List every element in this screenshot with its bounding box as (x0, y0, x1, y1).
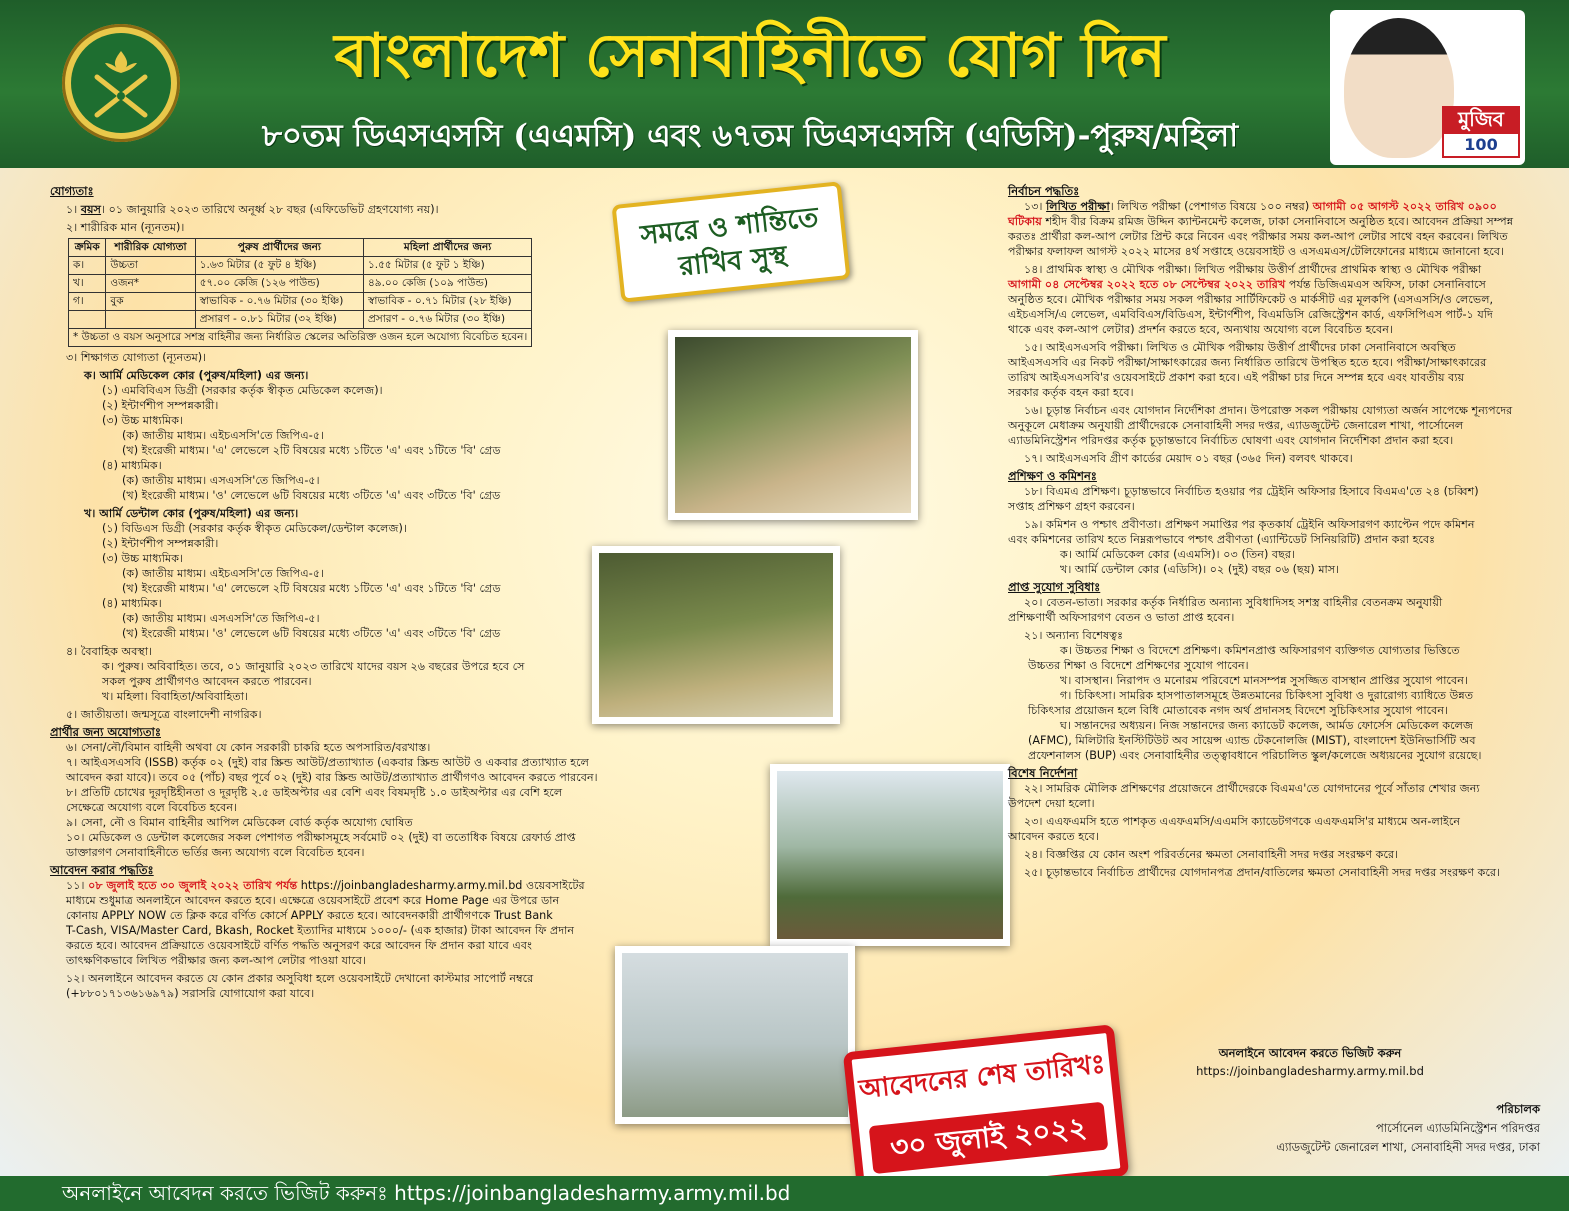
benefit-item: খ। বাসস্থান। নিরাপদ ও মনোরম পরিবেশে মানসম্পন্ন সুসজ্জিত বাসস্থান প্রাপ্তির সুযোগ পাবেন। (1060, 674, 1468, 687)
adc-item: (২) ইন্টার্ণশীপ সম্পন্নকারী। (102, 537, 219, 550)
issb-line: আইএসএসবি এর নিকট পরীক্ষা/সাক্ষাৎকারের জন্য নির্ধারিত তারিখে উপস্থিত হতে হবে। পরীক্ষা/সাক্ষাৎকারের (1008, 356, 1487, 369)
photo-un-peacekeeping (770, 764, 1010, 946)
apply-url-text: https://joinbangladesharmy.army.mil.bd ওয়েবসাইটের (300, 879, 585, 892)
age-num: ১। (66, 203, 78, 216)
benefit-line: চিকিৎসার প্রয়োজন হলে বিধি মোতাবেক নগদ অর্থ প্রদানসহ বিদেশে সুচিকিৎসার সুযোগ পাবেন। (1028, 704, 1449, 717)
apply-heading: আবেদন করার পদ্ধতিঃ (50, 863, 154, 877)
commission-line: এবং কমিশনের তারিখ হতে নিম্নরূপভাবে পশ্চাৎ প্রবীণতা (এ্যান্টিডেট সিনিয়রিটি) প্রদান করা হবেঃ (1008, 533, 1436, 546)
medical-exam-line: এইচএসসি/এ লেভেল, এমবিবিএস/বিডিএস, ইন্টার্ণশীপ, বিএমডিসি রেজিস্ট্রেশন কার্ড, এফসিপিএস পার্ট-১ যদি (1008, 308, 1493, 321)
portrait-image (1344, 18, 1454, 158)
adc-item: (৪) মাধ্যমিক। (102, 597, 162, 610)
signer-block (1100, 1100, 1540, 1157)
amc-subitem: (খ) ইংরেজী মাধ্যম। 'এ' লেভেলে ২টি বিষয়ের মধ্যে ১টিতে 'এ' এবং ১টিতে 'বি' গ্রেড (122, 444, 501, 457)
issb-item: ১৫। আইএসএসবি পরীক্ষা। লিখিত ও মৌখিক পরীক্ষায় উত্তীর্ণ প্রার্থীদের ঢাকা সেনানিবাসে অবস্থিত (1024, 341, 1456, 354)
benefit-line: (AFMC), মিলিটারি ইনস্টিটিউট অব সায়েন্স এ্যান্ড টেকনোলজি (MIST), বাংলাদেশ ইউনিভার্সিটি অব (1028, 734, 1476, 747)
inel-item: ৬। সেনা/নৌ/বিমান বাহিনী অথবা যে কোন সরকারী চাকরি হতে অপসারিত/বরখাস্ত। (66, 741, 431, 754)
selection-heading: নির্বাচন পদ্ধতিঃ (1008, 184, 1080, 198)
footer-bar (0, 1176, 1569, 1211)
apply-line: মাধ্যমে শুধুমাত্র অনলাইনে আবেদন করতে হবে। এক্ষেত্রে ওয়েবসাইটে প্রবেশ করে Home Page এর উপরে ডান (66, 894, 560, 907)
written-exam-item (1008, 199, 1497, 214)
inel-item: ৯। সেনা, নৌ ও বিমান বাহিনীর আপিল মেডিকেল বোর্ড কর্তৃক অযোগ্য ঘোষিত (66, 816, 413, 829)
seniority-amc: ক। আর্মি মেডিকেল কোর (এএমসি)। ০৩ (তিন) বছর। (1060, 548, 1296, 561)
inel-item: সেক্ষেত্রে অযোগ্য বলে বিবেচিত হবেন। (66, 801, 237, 814)
instruction-item: ২৩। এএফএমসি হতে পাশকৃত এএফএমসি/এএমসি ক্যাডেটগণকে এএফএমসি'র মাধ্যমে অন-লাইনে (1024, 815, 1461, 828)
table-header-cell: মহিলা প্রার্থীদের জন্য (363, 239, 531, 257)
salary-line: প্রশিক্ষণার্থী অফিসারগণ বেতন ও ভাতা প্রাপ্ত হবেন। (1008, 611, 1235, 624)
marital-female: খ। মহিলা। বিবাহিতা/অবিবাহিতা। (102, 690, 249, 703)
education-heading: ৩। শিক্ষাগত যোগ্যতা (ন্যূনতম)। (66, 351, 207, 364)
table-note: * উচ্চতা ও বয়স অনুসারে সশস্ত্র বাহিনীর জন্য নির্ধারিত স্কেলের অতিরিক্ত ওজন হলে অযোগ্য বিবেচিত হবেন। (69, 329, 532, 347)
instruction-line: উপদেশ দেয়া হলো। (1008, 797, 1095, 810)
medical-exam-line: থাকে এবং কল-আপ লেটার) প্রদর্শন করতে হবে, অন্যথায় অযোগ্য বলে বিবেচিত হবেন। (1008, 323, 1393, 336)
benefit-line: প্রফেশনালস (BUP) এবং সেনাবাহিনীর তত্ত্বাবধানে পরিচালিত স্কুল/কলেজে অধ্যয়নের সুযোগ রয়েছে। (1028, 749, 1482, 762)
final-selection-line: অনুকূলে মেধাক্রম অনুযায়ী প্রার্থীদেরকে সেনাবাহিনী সদর দপ্তর, এ্যাডজুটেন্ট জেনারেল শাখা, পার্সোনেল (1008, 419, 1464, 432)
adc-item: (১) বিডিএস ডিগ্রী (সরকার কর্তৃক স্বীকৃত মেডিকেল/ডেন্টাল কলেজ)। (102, 522, 407, 535)
marital-male: ক। পুরুষ। অবিবাহিত। তবে, ০১ জানুয়ারি ২০২৩ তারিখে যাদের বয়স ২৬ বছরের উপরে হবে সে (102, 660, 525, 673)
written-exam-time: ঘটিকায় (1008, 215, 1042, 228)
table-row (69, 311, 532, 329)
apply-line: তাৎক্ষণিকভাবে লিখিত পরীক্ষার জন্য কল-আপ লেটার পাওয়া যাবে। (66, 954, 367, 967)
medical-exam-date: আগামী ০৪ সেপ্টেম্বর ২০২২ হতে ০৮ সেপ্টেম্বর ২০২২ তারিখ (1008, 278, 1286, 291)
table-note-row (69, 329, 532, 347)
table-row (69, 275, 532, 293)
table-cell (106, 311, 195, 329)
table-cell: খ। (69, 275, 106, 293)
special-instructions-heading: বিশেষ নির্দেশনা (1008, 766, 1078, 780)
instruction-item: ২৫। চূড়ান্তভাবে নির্বাচিত প্রার্থীদের যোগদানপত্র প্রদান/বাতিলের ক্ষমতা সেনাবাহিনী সদর দপ্তর সংরক্ষণ করে। (1024, 866, 1501, 879)
amc-item: (৩) উচ্চ মাধ্যমিক। (102, 414, 184, 427)
visit-label: অনলাইনে আবেদন করতে ভিজিট করুন (1218, 1046, 1402, 1060)
issb-line: তারিখ আইএসএসবি'র ওয়েবসাইটে প্রকাশ করা হবে। এই পরীক্ষা চার দিনে সম্পন্ন হবে এবং যাবতীয় ব্যয় (1008, 371, 1465, 384)
benefit-item: ঘ। সন্তানদের অধ্যয়ন। নিজ সন্তানদের জন্য ক্যাডেট কলেজ, আর্মড ফোর্সেস মেডিকেল কলেজ (1060, 719, 1474, 732)
medical-exam-line: অনুষ্ঠিত হবে। মৌখিক পরীক্ষার সময় সকল পরীক্ষার সার্টিফিকেট ও মার্কসীট এর মূলকপি (এসএসসি/ও লেভেল, (1008, 293, 1494, 306)
apply-line: কোনায় APPLY NOW তে ক্লিক করে বর্ণিত কোর্সে APPLY করতে হবে। আবেদনকারী প্রার্থীগণকে Trust Bank (66, 909, 553, 922)
visit-note (1140, 1044, 1480, 1080)
right-column (1008, 181, 1514, 880)
apply-line: ১২। অনলাইনে আবেদন করতে যে কোন প্রকার অসুবিধা হলে ওয়েবসাইটে দেখানো কাস্টমার সাপোর্ট নম্বরে (66, 972, 534, 985)
main-title: বাংলাদেশ সেনাবাহিনীতে যোগ দিন (334, 21, 1166, 91)
physical-heading: ২। শারীরিক মান (ন্যূনতম)। (66, 221, 185, 234)
final-selection-line: এ্যাডমিনিস্ট্রেশন পরিদপ্তর কর্তৃক চূড়ান্তভাবে নির্বাচিত ঘোষণা এবং যোগদান নির্দেশিকা প্রদান করা হবে। (1008, 434, 1454, 447)
bma-training-line: সপ্তাহ প্রশিক্ষণ গ্রহণ করবেন। (1008, 500, 1135, 513)
signer-title: পরিচালক (1496, 1102, 1540, 1116)
instruction-item: ২৪। বিজ্ঞপ্তির যে কোন অংশ পরিবর্তনের ক্ষমতা সেনাবাহিনী সদর দপ্তর সংরক্ষণ করে। (1024, 848, 1399, 861)
amc-subitem: (ক) জাতীয় মাধ্যম। এসএসসি'তে জিপিএ-৫। (122, 474, 320, 487)
marital-heading: ৪। বৈবাহিক অবস্থা। (66, 645, 153, 658)
medical-exam-venue: পর্যন্ত ডিজিএমএস অফিস, ঢাকা সেনানিবাসে (1288, 278, 1486, 291)
support-number: (+৮৮০১৭১৩৬১৬৯৭৯) সরাসরি যোগাযোগ করা যাবে। (66, 987, 315, 1000)
adc-item: (৩) উচ্চ মাধ্যমিক। (102, 552, 184, 565)
adc-subitem: (ক) জাতীয় মাধ্যম। এসএসসি'তে জিপিএ-৫। (122, 612, 320, 625)
medical-exam-item: ১৪। প্রাথমিক স্বাস্থ্য ও মৌখিক পরীক্ষা। লিখিত পরীক্ষায় উত্তীর্ণ প্রার্থীদের প্রাথমিক স্বাস্থ্য ও মৌখিক পরীক্ষা (1024, 263, 1482, 276)
benefit-line: উচ্চতর শিক্ষা ও বিদেশে প্রশিক্ষণের সুযোগ পাবেন। (1028, 659, 1249, 672)
training-heading: প্রশিক্ষণ ও কমিশনঃ (1008, 469, 1097, 483)
written-exam-line: পরীক্ষার ফলাফল আগস্ট ২০২২ মাসের ৪র্থ সপ্তাহে ওয়েবসাইট ও এসএমএস/টেলিফোনের মাধ্যমে জানানো হবে। (1008, 245, 1505, 258)
final-selection-item: ১৬। চূড়ান্ত নির্বাচন এবং যোগদান নির্দেশিকা প্রদান। উপরোক্ত সকল পরীক্ষায় যোগ্যতা অর্জন সাপেক্ষে শূন্যপদের (1024, 404, 1513, 417)
inel-item: আবেদন করা যাবে)। তবে ০৫ (পাঁচ) বছর পূর্বে ০২ (দুই) বার স্ক্রিন্ড আউট/প্রত্যাখ্যাত প্রার্থীগণও আবেদন করতে পারবেন। (66, 771, 598, 784)
written-exam-text: । লিখিত পরীক্ষা (পেশাগত বিষয়ে ১০০ নম্বর) (1109, 200, 1310, 213)
green-card-item: ১৭। আইএসএসবি গ্রীণ কার্ডের মেয়াদ ০১ বছর (৩৬৫ দিন) বলবৎ থাকবে। (1024, 452, 1353, 465)
written-exam-label: লিখিত পরীক্ষা (1046, 200, 1110, 213)
table-row (69, 293, 532, 311)
deadline-date: ৩০ জুলাই ২০২২ (869, 1102, 1109, 1174)
table-cell (69, 311, 106, 329)
written-exam-date: আগামী ০৫ আগস্ট ২০২২ তারিখ ০৯০০ (1312, 200, 1497, 213)
medical-exam-line (1008, 277, 1488, 292)
left-column (50, 181, 598, 1001)
table-header-row (69, 239, 532, 257)
table-cell: প্রসারণ - ০.৮১ মিটার (৩২ ইঞ্চি) (195, 311, 363, 329)
mujib-100-logo (1330, 10, 1525, 165)
photo-medical-care (668, 330, 918, 520)
qualification-heading: যোগ্যতাঃ (50, 184, 94, 198)
issb-line: সরকার কর্তৃক বহন করা হবে। (1008, 386, 1134, 399)
apply-line: করতে হবে। আবেদন প্রক্রিয়াতে ওয়েবসাইটে বর্ণিত পদ্ধতি অনুসরণ করে আবেদন ফি প্রদান করা যাবে এবং (66, 939, 532, 952)
table-header-cell: পুরুষ প্রার্থীদের জন্য (195, 239, 363, 257)
table-cell: গ। (69, 293, 106, 311)
apply-date-range: ০৮ জুলাই হতে ৩০ জুলাই ২০২২ তারিখ পর্যন্ত (88, 879, 298, 892)
amc-item: (১) এমবিবিএস ডিগ্রী (সরকার কর্তৃক স্বীকৃত মেডিকেল কলেজ)। (102, 384, 383, 397)
adc-heading: খ। আর্মি ডেন্টাল কোর (পুরুষ/মহিলা) এর জন্য। (84, 507, 299, 520)
ineligibility-heading: প্রার্থীর জন্য অযোগ্যতাঃ (50, 725, 161, 739)
adc-subitem: (খ) ইংরেজী মাধ্যম। 'এ' লেভেলে ২টি বিষয়ের মধ্যে ১টিতে 'এ' এবং ১টিতে 'বি' গ্রেড (122, 582, 501, 595)
footer-link[interactable]: অনলাইনে আবেদন করতে ভিজিট করুনঃ https://joinbangladesharmy.army.mil.bd (62, 1181, 791, 1205)
physical-standard-table (68, 238, 532, 347)
table-cell: উচ্চতা (106, 257, 195, 275)
inel-item: ডাক্তারগণ সেনাবাহিনীতে ভর্তির জন্য অযোগ্য বলে বিবেচিত হবেন। (66, 846, 365, 859)
amc-item: (৪) মাধ্যমিক। (102, 459, 162, 472)
other-benefits-heading: ২১। অন্যান্য বিশেষত্বঃ (1024, 629, 1124, 642)
instruction-item: ২২। সামরিক মৌলিক প্রশিক্ষণের প্রয়োজনে প্রার্থীদেরকে বিএমএ'তে যোগদানের পূর্বে সাঁতার শেখার জন্য (1024, 782, 1480, 795)
table-cell: স্বাভাবিক - ০.৭১ মিটার (২৮ ইঞ্চি) (363, 293, 531, 311)
mujib-badge (1442, 106, 1520, 158)
table-cell: প্রসারণ - ০.৭৬ মিটার (৩০ ইঞ্চি) (363, 311, 531, 329)
benefit-item: ক। উচ্চতর শিক্ষা ও বিদেশে প্রশিক্ষণ। কমিশনপ্রাপ্ত অফিসারগণ ব্যক্তিগত যোগ্যতার ভিত্তিতে (1060, 644, 1460, 657)
commission-item: ১৯। কমিশন ও পশ্চাৎ প্রবীণতা। প্রশিক্ষণ সমাপ্তির পর কৃতকার্য ট্রেইনি অফিসারগণ ক্যাপ্টেন পদে কমিশন (1024, 518, 1475, 531)
slogan-line: সমরে ও শান্তিতে (639, 201, 820, 252)
adc-subitem: (ক) জাতীয় মাধ্যম। এইচএসসি'তে জিপিএ-৫। (122, 567, 325, 580)
amc-item: (২) ইন্টার্ণশীপ সম্পন্নকারী। (102, 399, 219, 412)
visit-url-link[interactable]: https://joinbangladesharmy.army.mil.bd (1196, 1064, 1424, 1078)
amc-heading: ক। আর্মি মেডিকেল কোর (পুরুষ/মহিলা) এর জন্য। (84, 369, 309, 382)
mujib-100-text: 100 (1444, 134, 1518, 156)
signer-dept: পার্সোনেল এ্যাডমিনিস্ট্রেশন পরিদপ্তর (1375, 1121, 1540, 1135)
benefit-item: গ। চিকিৎসা। সামরিক হাসপাতালসমূহে উন্নতমানের চিকিৎসা সুবিধা ও দুরারোগ্য ব্যাধিতে উন্নত (1060, 689, 1474, 702)
course-subtitle: ৮০তম ডিএসএসসি (এএমসি) এবং ৬৭তম ডিএসএসসি (এডিসি)-পুরুষ/মহিলা (261, 118, 1239, 154)
marital-male-cont: সকল পুরুষ প্রার্থীগণও আবেদন করতে পারবেন। (102, 675, 312, 688)
apply-num: ১১। (66, 879, 85, 892)
table-cell: স্বাভাবিক - ০.৭৬ মিটার (৩০ ইঞ্চি) (195, 293, 363, 311)
photo-helicopter-evacuation (615, 946, 855, 1124)
age-label: বয়স (80, 203, 102, 216)
inel-item: ৮। প্রতিটি চোখের দূরদৃষ্টিহীনতা ও দূরদৃষ্টি ২.৫ ডাইঅপ্টার এর বেশি এবং বিষমদৃষ্টি ১.০ ডাইঅপ্টার এর বেশি হলে (66, 786, 563, 799)
slogan-line: রাখিব সুস্থ (677, 240, 789, 283)
table-cell: বুক (106, 293, 195, 311)
age-item (50, 202, 560, 217)
apply-item-11 (50, 878, 585, 893)
table-cell: ৪৯.০০ কেজি (১০৯ পাউন্ড) (363, 275, 531, 293)
nationality-item: ৫। জাতীয়তা। জন্মসূত্রে বাংলাদেশী নাগরিক। (66, 708, 262, 721)
seniority-adc: খ। আর্মি ডেন্টাল কোর (এডিসি)। ০২ (দুই) বছর ০৬ (ছয়) মাস। (1060, 563, 1340, 576)
table-cell: ৫৭.০০ কেজি (১২৬ পাউন্ড) (195, 275, 363, 293)
inel-item: ৭। আইএসএসবি (ISSB) কর্তৃক ০২ (দুই) বার স্ক্রিন্ড আউট/প্রত্যাখ্যাত (একবার স্ক্রিন্ড আউট ও একবার প্রত্যাখ্যাত হলে (66, 756, 589, 769)
mujib-badge-text: মুজিব (1458, 107, 1504, 131)
apply-line: T-Cash, VISA/Master Card, Bkash, Rocket ইত্যাদির মাধ্যমে ১০০০/- (এক হাজার) টাকা আবেদন ফি প্রদান (66, 924, 575, 937)
item-num: ১৩। (1024, 200, 1043, 213)
amc-subitem: (খ) ইংরেজী মাধ্যম। 'ও' লেভেলে ৬টি বিষয়ের মধ্যে ৩টিতে 'এ' এবং ৩টিতে 'বি' গ্রেড (122, 489, 501, 502)
slogan-box (612, 181, 851, 303)
bma-training-item: ১৮। বিএমএ প্রশিক্ষণ। চূড়ান্তভাবে নির্বাচিত হওয়ার পর ট্রেইনি অফিসার হিসাবে বিএমএ'তে ২৪ (চব্বিশ) (1024, 485, 1479, 498)
written-exam-venue: শহীদ বীর বিক্রম রমিজ উদ্দিন ক্যান্টনমেন্ট কলেজ, ঢাকা সেনানিবাসে অনুষ্ঠিত হবে। আবেদন প্রক্রিয়া সম্পন্ন (1045, 215, 1514, 228)
deadline-label: আবেদনের শেষ তারিখঃ (857, 1049, 1107, 1106)
table-cell: ক। (69, 257, 106, 275)
table-row (69, 257, 532, 275)
adc-subitem: (খ) ইংরেজী মাধ্যম। 'ও' লেভেলে ৬টি বিষয়ের মধ্যে ৩টিতে 'এ' এবং ৩টিতে 'বি' গ্রেড (122, 627, 501, 640)
inel-item: ১০। মেডিকেল ও ডেন্টাল কলেজের সকল পেশাগত পরীক্ষাসমূহে সর্বমোট ০২ (দুই) বা ততোধিক বিষয়ে রেফার্ড প্রাপ্ত (66, 831, 576, 844)
benefits-heading: প্রাপ্ত সুযোগ সুবিধাঃ (1008, 580, 1101, 594)
photo-stretcher-training (592, 546, 840, 724)
header-banner (0, 0, 1569, 168)
age-text: । ০১ জানুয়ারি ২০২৩ তারিখে অনূর্ধ্ব ২৮ বছর (এফিডেভিট গ্রহণযোগ্য নয়)। (101, 203, 439, 216)
written-exam-line: করতঃ প্রার্থীরা কল-আপ লেটার প্রিন্ট করে নিবেন এবং পরীক্ষার সময় কল-আপ লেটার সাথে বহন করবেন। লিখিত (1008, 230, 1508, 243)
table-cell: ১.৫৫ মিটার (৫ ফুট ১ ইঞ্চি) (363, 257, 531, 275)
army-emblem-icon (62, 24, 180, 142)
table-cell: ওজন* (106, 275, 195, 293)
table-header-cell: শারীরিক যোগ্যতা (106, 239, 195, 257)
instruction-line: আবেদন করতে হবে। (1008, 830, 1099, 843)
table-header-cell: ক্রমিক (69, 239, 106, 257)
table-cell: ১.৬৩ মিটার (৫ ফুট ৪ ইঞ্চি) (195, 257, 363, 275)
amc-subitem: (ক) জাতীয় মাধ্যম। এইচএসসি'তে জিপিএ-৫। (122, 429, 325, 442)
written-exam-line (1008, 214, 1514, 229)
signer-org: এ্যাডজুটেন্ট জেনারেল শাখা, সেনাবাহিনী সদর দপ্তর, ঢাকা (1276, 1140, 1540, 1154)
salary-item: ২০। বেতন-ভাতা। সরকার কর্তৃক নির্ধারিত অন্যান্য সুবিধাদিসহ সশস্ত্র বাহিনীর বেতনক্রম অনুযায়ী (1024, 596, 1443, 609)
